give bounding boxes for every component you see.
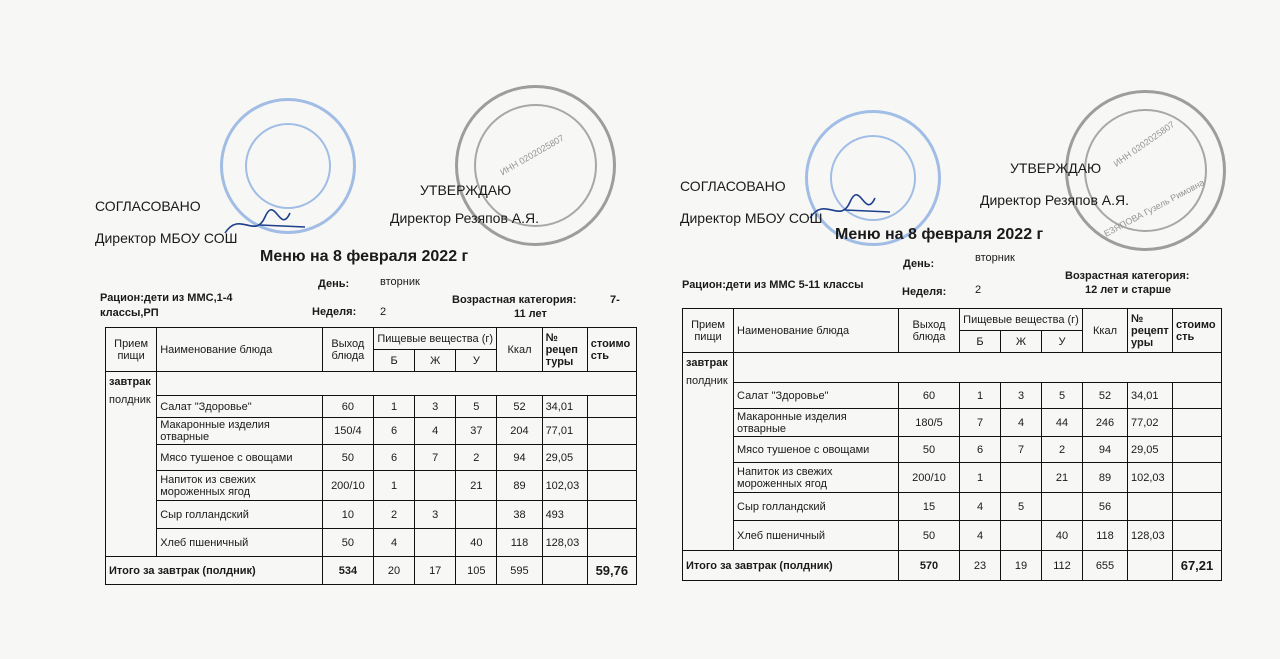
dish-zh: [1001, 463, 1042, 493]
dish-recipe: 77,01: [542, 418, 587, 445]
total-recipe: [1128, 551, 1173, 581]
dish-cost: [587, 396, 636, 418]
dish-cost: [587, 501, 636, 529]
header-meal: Прием пищи: [106, 328, 157, 372]
table-row: [683, 437, 1222, 463]
dish-zh: 4: [1001, 409, 1042, 437]
dish-zh: 3: [1001, 383, 1042, 409]
header-dish: Наименование блюда: [734, 309, 899, 353]
agreed-label: СОГЛАСОВАНО: [95, 198, 201, 214]
dish-kcal: 204: [497, 418, 542, 445]
dish-cost: [1173, 409, 1222, 437]
dish-cost: [587, 471, 636, 501]
approve-director: Директор Резяпов А.Я.: [390, 210, 539, 226]
dish-u: 37: [456, 418, 497, 445]
dish-kcal: 89: [497, 471, 542, 501]
dish-u: [456, 501, 497, 529]
approve-label: УТВЕРЖДАЮ: [1010, 160, 1102, 176]
total-label: Итого за завтрак (полдник): [683, 551, 899, 581]
dish-recipe: 102,03: [1128, 463, 1173, 493]
agreed-director: Директор МБОУ СОШ: [680, 210, 823, 226]
header-zh: Ж: [1001, 331, 1042, 353]
dish-yield: 50: [322, 445, 373, 471]
total-zh: 17: [415, 557, 456, 585]
dish-yield: 60: [899, 383, 960, 409]
dish-cost: [587, 529, 636, 557]
dish-yield: 60: [322, 396, 373, 418]
menu-table: [682, 308, 1222, 581]
dish-kcal: 89: [1083, 463, 1128, 493]
dish-name: Напиток из свежих мороженных ягод: [734, 463, 899, 493]
dish-b: 4: [373, 529, 414, 557]
dish-recipe: 128,03: [542, 529, 587, 557]
meal-snack: полдник: [686, 375, 728, 387]
dish-b: 6: [373, 445, 414, 471]
age-category: [452, 293, 620, 321]
dish-name: Мясо тушеное с овощами: [157, 445, 323, 471]
dish-b: 6: [373, 418, 414, 445]
dish-cost: [1173, 383, 1222, 409]
total-yield: 570: [899, 551, 960, 581]
total-label: Итого за завтрак (полдник): [106, 557, 323, 585]
dish-u: 5: [456, 396, 497, 418]
stamp-inn: ИНН 0202025807: [1111, 119, 1177, 169]
dish-yield: 15: [899, 493, 960, 521]
total-row: [683, 551, 1222, 581]
header-nutrients: Пищевые вещества (г): [960, 309, 1083, 331]
dish-name: Хлеб пшеничный: [734, 521, 899, 551]
day-value: вторник: [975, 252, 1015, 264]
header-yield: Выход блюда: [322, 328, 373, 372]
dish-recipe: 493: [542, 501, 587, 529]
total-u: 105: [456, 557, 497, 585]
agreed-label: СОГЛАСОВАНО: [680, 178, 786, 194]
dish-u: 2: [456, 445, 497, 471]
header-u: У: [1042, 331, 1083, 353]
header-cost: стоимо сть: [1173, 309, 1222, 353]
age-value: 11 лет: [514, 308, 547, 320]
header-cost: стоимо сть: [587, 328, 636, 372]
dish-kcal: 56: [1083, 493, 1128, 521]
table-row: [106, 501, 637, 529]
dish-u: 2: [1042, 437, 1083, 463]
total-cost: 59,76: [587, 557, 636, 585]
dish-recipe: 34,01: [542, 396, 587, 418]
total-yield: 534: [322, 557, 373, 585]
header-meal: Прием пищи: [683, 309, 734, 353]
age-value-start: 7-: [610, 294, 620, 306]
dish-kcal: 94: [1083, 437, 1128, 463]
dish-cost: [1173, 493, 1222, 521]
week-label: Неделя:: [312, 306, 357, 318]
meal-cell: [683, 353, 734, 551]
dish-cost: [1173, 437, 1222, 463]
table-row: [106, 471, 637, 501]
stamp-name: ЕЗЯПОВА Гузель Римовна: [1102, 177, 1207, 239]
dish-name: Макаронные изделия отварные: [157, 418, 323, 445]
dish-name: Сыр голландский: [734, 493, 899, 521]
header-recipe: № рецепт уры: [1128, 309, 1173, 353]
dish-b: 2: [373, 501, 414, 529]
table-row: [106, 396, 637, 418]
week-value: 2: [380, 306, 387, 318]
total-row: [106, 557, 637, 585]
day-label: День:: [318, 278, 350, 290]
dish-zh: 4: [415, 418, 456, 445]
dish-cost: [587, 418, 636, 445]
table-row: [106, 418, 637, 445]
day-label: День:: [903, 258, 935, 270]
dish-b: 4: [960, 521, 1001, 551]
dish-kcal: 52: [497, 396, 542, 418]
menu-title: Меню на 8 февраля 2022 г: [835, 226, 1044, 243]
dish-zh: [415, 471, 456, 501]
ration-label: Рацион:дети из ММС 5-11 классы: [682, 279, 864, 291]
dish-b: 1: [373, 396, 414, 418]
dish-u: [1042, 493, 1083, 521]
dish-recipe: 29,05: [542, 445, 587, 471]
menu-page-right: [665, 0, 1265, 659]
header-b: Б: [960, 331, 1001, 353]
menu-page-left: [80, 0, 680, 659]
age-label: Возрастная категория:: [452, 294, 577, 306]
week-value: 2: [975, 284, 982, 296]
age-label: Возрастная категория:: [1065, 270, 1190, 282]
dish-cost: [1173, 521, 1222, 551]
dish-zh: 7: [415, 445, 456, 471]
total-u: 112: [1042, 551, 1083, 581]
approve-label: УТВЕРЖДАЮ: [420, 182, 512, 198]
dish-b: 4: [960, 493, 1001, 521]
table-row: [683, 463, 1222, 493]
age-value: 12 лет и старше: [1085, 284, 1171, 296]
dish-yield: 150/4: [322, 418, 373, 445]
dish-zh: 7: [1001, 437, 1042, 463]
dish-yield: 200/10: [322, 471, 373, 501]
meal-cell: [106, 372, 157, 557]
header-nutrients: Пищевые вещества (г): [373, 328, 496, 350]
header-u: У: [456, 350, 497, 372]
total-recipe: [542, 557, 587, 585]
stamp-inn: ИНН 0202025807: [498, 132, 566, 178]
week-label: Неделя:: [902, 286, 947, 298]
dish-u: 40: [1042, 521, 1083, 551]
dish-u: 21: [456, 471, 497, 501]
age-category: [1065, 269, 1189, 297]
dish-yield: 200/10: [899, 463, 960, 493]
dish-recipe: 128,03: [1128, 521, 1173, 551]
dish-yield: 50: [322, 529, 373, 557]
dish-kcal: 52: [1083, 383, 1128, 409]
meal-snack: полдник: [109, 394, 151, 406]
menu-title: Меню на 8 февраля 2022 г: [260, 248, 469, 265]
dish-zh: 3: [415, 396, 456, 418]
dish-recipe: 77,02: [1128, 409, 1173, 437]
dish-yield: 50: [899, 521, 960, 551]
dish-name: Напиток из свежих мороженных ягод: [157, 471, 323, 501]
header-kcal: Ккал: [497, 328, 542, 372]
table-row: [106, 445, 637, 471]
dish-zh: 3: [415, 501, 456, 529]
dish-b: 6: [960, 437, 1001, 463]
meal-breakfast: завтрак: [109, 376, 151, 388]
dish-u: 21: [1042, 463, 1083, 493]
dish-name: Салат "Здоровье": [734, 383, 899, 409]
agreed-director: Директор МБОУ СОШ: [95, 230, 238, 246]
table-row: [683, 409, 1222, 437]
dish-zh: [1001, 521, 1042, 551]
total-b: 20: [373, 557, 414, 585]
dish-b: 1: [960, 383, 1001, 409]
total-kcal: 655: [1083, 551, 1128, 581]
total-cost: 67,21: [1173, 551, 1222, 581]
dish-b: 1: [960, 463, 1001, 493]
meal-breakfast: завтрак: [686, 357, 728, 369]
total-kcal: 595: [497, 557, 542, 585]
dish-recipe: 29,05: [1128, 437, 1173, 463]
dish-yield: 50: [899, 437, 960, 463]
ration-label: Рацион:дети из ММС,1-4 классы,РП: [100, 292, 233, 319]
dish-name: Хлеб пшеничный: [157, 529, 323, 557]
dish-recipe: 34,01: [1128, 383, 1173, 409]
dish-kcal: 118: [497, 529, 542, 557]
table-row: [683, 521, 1222, 551]
dish-name: Салат "Здоровье": [157, 396, 323, 418]
total-zh: 19: [1001, 551, 1042, 581]
dish-recipe: 102,03: [542, 471, 587, 501]
dish-name: Сыр голландский: [157, 501, 323, 529]
dish-u: 40: [456, 529, 497, 557]
header-dish: Наименование блюда: [157, 328, 323, 372]
dish-name: Макаронные изделия отварные: [734, 409, 899, 437]
day-value: вторник: [380, 276, 420, 288]
table-row: [106, 529, 637, 557]
header-b: Б: [373, 350, 414, 372]
dish-yield: 10: [322, 501, 373, 529]
header-zh: Ж: [415, 350, 456, 372]
dish-kcal: 118: [1083, 521, 1128, 551]
dish-yield: 180/5: [899, 409, 960, 437]
approve-director: Директор Резяпов А.Я.: [980, 192, 1129, 208]
dish-u: 44: [1042, 409, 1083, 437]
dish-kcal: 38: [497, 501, 542, 529]
header-recipe: № рецеп туры: [542, 328, 587, 372]
dish-cost: [1173, 463, 1222, 493]
dish-kcal: 94: [497, 445, 542, 471]
dish-u: 5: [1042, 383, 1083, 409]
table-row: [683, 383, 1222, 409]
menu-table: [105, 327, 637, 585]
total-b: 23: [960, 551, 1001, 581]
dish-kcal: 246: [1083, 409, 1128, 437]
dish-zh: 5: [1001, 493, 1042, 521]
dish-b: 1: [373, 471, 414, 501]
header-yield: Выход блюда: [899, 309, 960, 353]
dish-recipe: [1128, 493, 1173, 521]
dish-zh: [415, 529, 456, 557]
dish-name: Мясо тушеное с овощами: [734, 437, 899, 463]
table-row: [683, 493, 1222, 521]
header-kcal: Ккал: [1083, 309, 1128, 353]
dish-cost: [587, 445, 636, 471]
dish-b: 7: [960, 409, 1001, 437]
